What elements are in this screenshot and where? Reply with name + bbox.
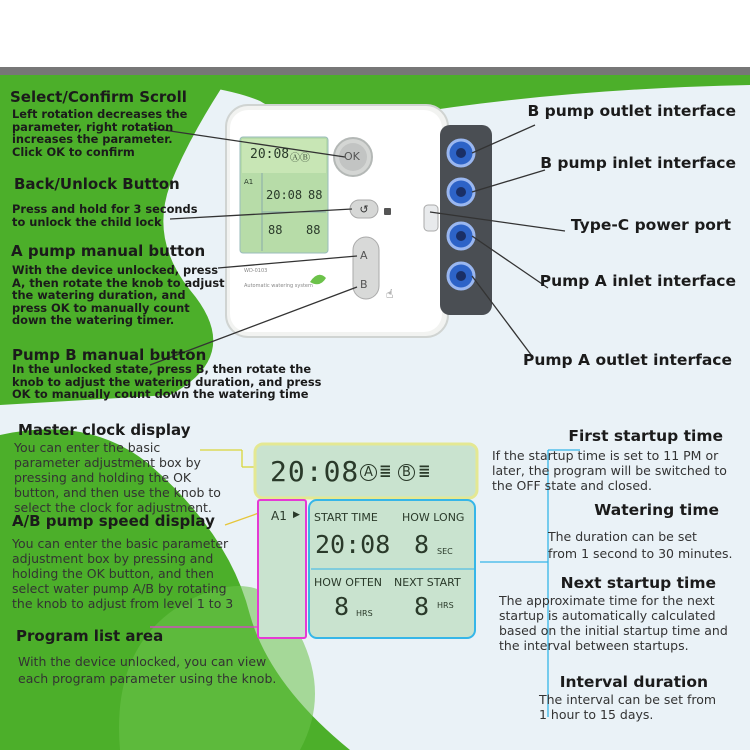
hand-icon: ☝	[386, 287, 394, 301]
how-long-unit: SEC	[437, 547, 453, 556]
a-outlet-label: Pump A outlet interface	[523, 351, 732, 369]
start-time-label: START TIME	[314, 511, 378, 524]
lcd-speed-b-icon: ≣	[418, 462, 431, 480]
master-clock-desc: You can enter the basic parameter adjustment box by pressing and holding the OK button, and then use the knob to select the clock for adjustment.	[14, 440, 221, 515]
interval-title: Interval duration	[559, 673, 708, 691]
next-startup-title: Next startup time	[560, 574, 716, 592]
watering-time-title: Watering time	[594, 501, 719, 519]
next-start-unit: HRS	[437, 601, 454, 610]
first-startup-title: First startup time	[568, 427, 723, 445]
b-inlet-label: B pump inlet interface	[540, 154, 736, 172]
next-start-value: 8	[414, 592, 430, 621]
how-often-label: HOW OFTEN	[314, 576, 382, 589]
lock-icon	[384, 208, 391, 215]
how-long-label: HOW LONG	[402, 511, 465, 524]
watering-time-desc: The duration can be set from 1 second to 30 minutes.	[548, 529, 733, 561]
timer-device	[226, 105, 492, 337]
a-button-label: A	[360, 249, 368, 262]
lcd-pump-b: B	[398, 464, 415, 481]
first-startup-desc: If the startup time is set to 11 PM or later, the program will be switched to the OFF state and closed.	[492, 448, 727, 493]
pump-b-manual-desc: In the unlocked state, press B, then rotate the knob to adjust the watering duration, and press OK to manually count down the watering time	[12, 362, 322, 401]
back-unlock-desc: Press and hold for 3 seconds to unlock the child lock	[12, 202, 198, 229]
select-scroll-title: Select/Confirm Scroll	[10, 88, 187, 106]
pump-a-manual-desc: With the device unlocked, press A, then rotate the knob to adjust the watering duration, and press OK to manually count down the watering timer.	[12, 263, 225, 327]
how-often-value: 8	[334, 592, 350, 621]
mini-program: A1	[244, 178, 254, 186]
pump-b-manual-title: Pump B manual button	[12, 346, 207, 364]
next-start-label: NEXT START	[394, 576, 461, 589]
ab-speed-title: A/B pump speed display	[12, 512, 215, 530]
ok-label: OK	[344, 150, 360, 163]
lcd-program: A1	[271, 509, 287, 523]
how-long-value: 8	[414, 530, 430, 559]
master-clock-title: Master clock display	[18, 421, 191, 439]
typec-port-icon	[424, 205, 438, 231]
typec-label: Type-C power port	[570, 216, 731, 234]
lcd-clock: 20:08	[270, 455, 360, 488]
device-brand: Automatic watering system	[244, 283, 313, 289]
start-time-value: 20:08	[315, 530, 391, 559]
a-inlet-label: Pump A inlet interface	[539, 272, 736, 290]
mini-pump-icons: ⒶⒷ	[290, 153, 310, 164]
b-outlet-label: B pump outlet interface	[527, 102, 736, 120]
program-list-desc: With the device unlocked, you can view each program parameter using the knob.	[18, 654, 277, 686]
interval-desc: The interval can be set from 1 hour to 15 days.	[539, 692, 717, 722]
b-button-label: B	[360, 278, 368, 291]
mini-often: 88	[268, 223, 283, 237]
program-list-title: Program list area	[16, 627, 164, 645]
lcd-pump-a: A	[360, 464, 377, 481]
select-scroll-desc: Left rotation decreases the parameter, right rotation increases the parameter. Click OK to confirm	[12, 107, 188, 159]
how-often-unit: HRS	[356, 609, 373, 618]
svg-text:↺: ↺	[359, 203, 369, 216]
mini-next: 88	[306, 223, 321, 237]
device-model: WD-0103	[244, 268, 268, 274]
mini-long: 88	[308, 188, 323, 202]
next-startup-desc: The approximate time for the next startup is automatically calculated based on the initial startup time and the interval between startups.	[499, 593, 728, 653]
lcd-speed-a-icon: ≣	[379, 462, 392, 480]
ab-speed-desc: You can enter the basic parameter adjustment box by pressing and holding the OK button, and then select water pump A/B by rotating the knob to adjust from level 1 to 3	[12, 536, 234, 611]
play-icon: ▶	[293, 510, 300, 520]
pump-a-manual-title: A pump manual button	[11, 242, 206, 260]
mini-clock: 20:08	[250, 147, 290, 162]
back-unlock-title: Back/Unlock Button	[14, 175, 180, 193]
mini-start: 20:08	[266, 188, 303, 202]
